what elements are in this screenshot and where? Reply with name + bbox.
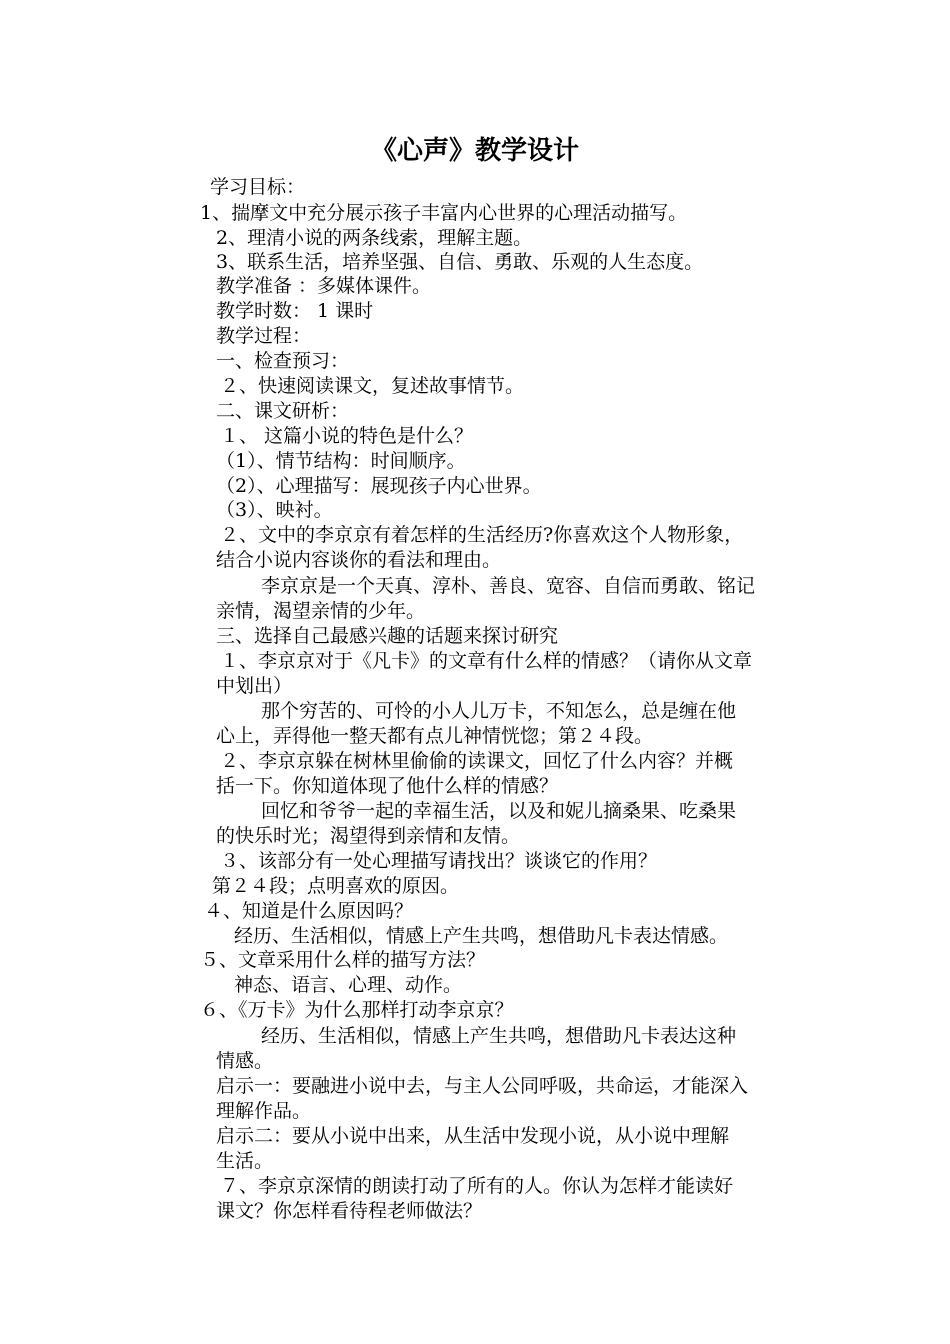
text-line: ２、快速阅读课文，复述故事情节。 — [220, 375, 525, 397]
text-line: 神态、语言、心理、动作。 — [234, 974, 463, 996]
text-line: ４、知道是什么原因吗？ — [204, 900, 414, 922]
text-line: 一、检查预习： — [216, 350, 350, 372]
text-line: 生活。 — [216, 1150, 274, 1172]
text-line: 结合小说内容谈你的看法和理由。 — [216, 549, 502, 571]
text-line: 经历、生活相似，情感上产生共鸣，想借助凡卡表达这种 — [261, 1025, 737, 1047]
text-line: 亲情，渴望亲情的少年。 — [216, 600, 426, 622]
text-line: 启示一：要融进小说中去，与主人公同呼吸，共命运，才能深入 — [216, 1075, 749, 1097]
text-line: 中划出） — [216, 675, 293, 697]
text-line: 教学准备 ：多媒体课件。 — [216, 275, 432, 297]
text-line: ２、文中的李京京有着怎样的生活经历?你喜欢这个人物形象， — [220, 524, 744, 546]
text-line: 李京京是一个天真、淳朴、善良、宽容、自信而勇敢、铭记 — [261, 575, 756, 597]
text-line: 经历、生活相似，情感上产生共鸣，想借助凡卡表达情感。 — [234, 925, 729, 947]
text-line: 教学过程： — [216, 325, 312, 347]
text-line: 1、揣摩文中充分展示孩子丰富内心世界的心理活动描写。 — [200, 202, 688, 224]
text-line: １、 这篇小说的特色是什么？ — [220, 425, 474, 447]
text-line: 第２４段；点明喜欢的原因。 — [212, 875, 460, 897]
text-line: ３、该部分有一处心理描写请找出？谈谈它的作用？ — [220, 850, 658, 872]
text-line: ７、李京京深情的朗读打动了所有的人。你认为怎样才能读好 — [220, 1175, 734, 1197]
text-line: （1）、情节结构：时间顺序。 — [216, 450, 466, 472]
text-line: 2、理清小说的两条线索，理解主题。 — [216, 227, 533, 249]
text-line: １、李京京对于《凡卡》的文章有什么样的情感？（请你从文章 — [220, 650, 753, 672]
text-line: 情感。 — [216, 1050, 274, 1072]
document-title: 《心声》教学设计 — [370, 136, 579, 166]
text-line: 括一下。你知道体现了他什么样的情感？ — [216, 775, 559, 797]
text-line: 心上，弄得他一整天都有点儿神情恍惚；第２４段。 — [216, 725, 654, 747]
text-line: 学习目标： — [210, 176, 306, 198]
text-line: ６、《万卡》为什么那样打动李京京？ — [200, 999, 514, 1021]
text-line: 那个穷苦的、可怜的小人儿万卡，不知怎么，总是缠在他 — [261, 700, 737, 722]
text-line: （2）、心理描写：展现孩子内心世界。 — [216, 475, 542, 497]
text-line: 3、联系生活，培养坚强、自信、勇敢、乐观的人生态度。 — [216, 251, 704, 273]
text-line: （3）、映衬。 — [216, 499, 333, 521]
text-line: ５、文章采用什么样的描写方法？ — [200, 949, 486, 971]
text-line: ２、李京京躲在树林里偷偷的读课文，回忆了什么内容？并概 — [220, 750, 734, 772]
text-line: 教学时数： 1 课时 — [216, 300, 374, 322]
text-line: 启示二：要从小说中出来，从生活中发现小说，从小说中理解 — [216, 1125, 730, 1147]
text-line: 课文？你怎样看待程老师做法？ — [216, 1200, 483, 1222]
text-line: 三、选择自己最感兴趣的话题来探讨研究 — [216, 625, 559, 647]
text-line: 的快乐时光；渴望得到亲情和友情。 — [216, 825, 521, 847]
text-line: 理解作品。 — [216, 1100, 312, 1122]
text-line: 二、课文研析： — [216, 400, 350, 422]
text-line: 回忆和爷爷一起的幸福生活，以及和妮儿摘桑果、吃桑果 — [261, 800, 737, 822]
